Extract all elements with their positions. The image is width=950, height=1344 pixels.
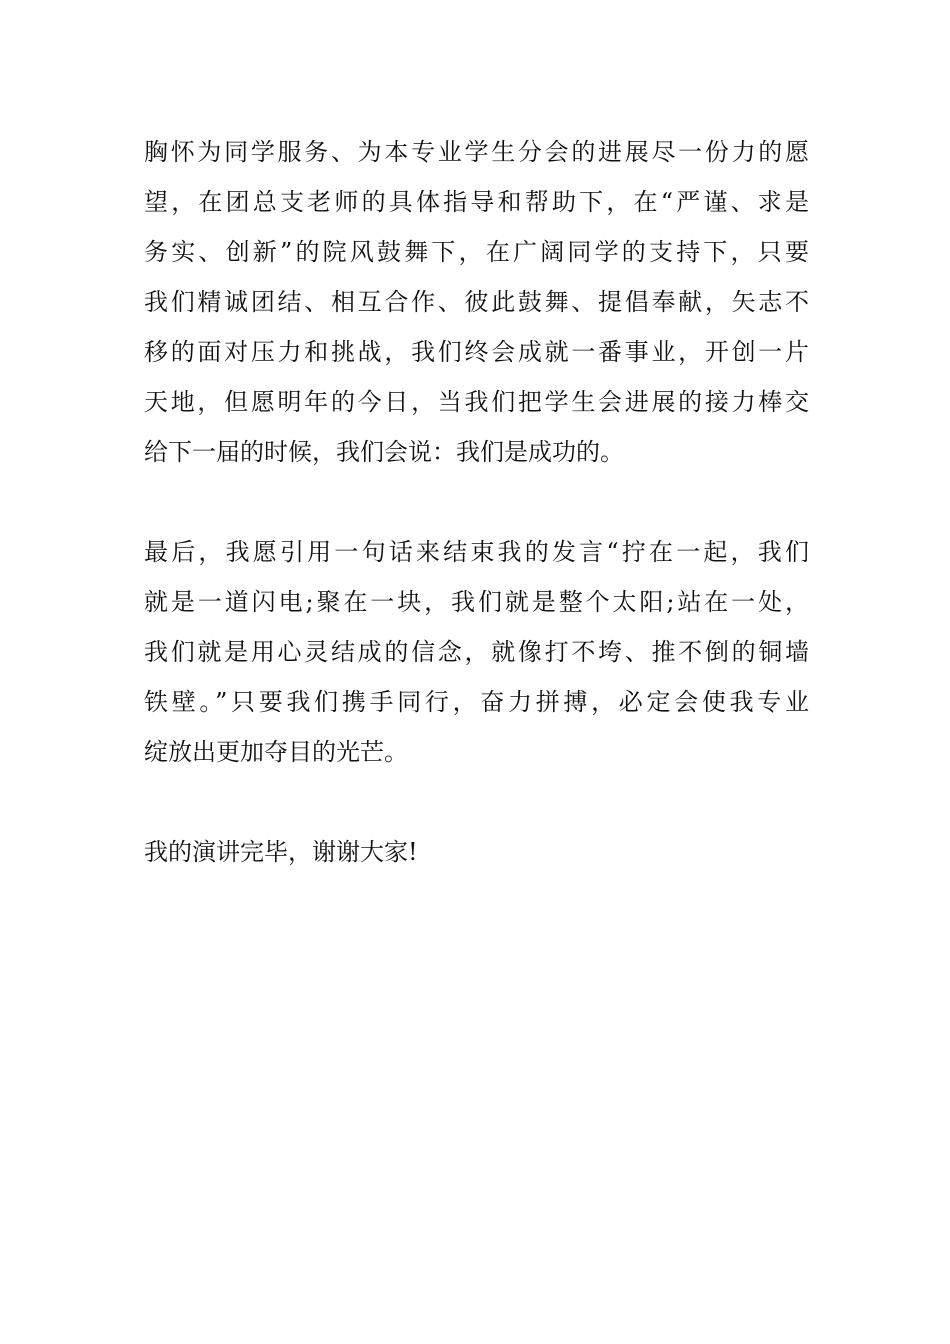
text-line: 我的演讲完毕，谢谢大家!	[144, 838, 418, 866]
paragraph-1	[144, 127, 809, 477]
text-line: 给下一届的时候，我们会说：我们是成功的。	[144, 438, 624, 466]
text-line: 务实、创新”的院风鼓舞下，在广阔同学的支持下，只要	[144, 238, 809, 266]
text-line: 移的面对压力和挑战，我们终会成就一番事业，开创一片	[144, 338, 809, 366]
text-line: 胸怀为同学服务、为本专业学生分会的进展尽一份力的愿	[144, 138, 809, 166]
text-line: 望，在团总支老师的具体指导和帮助下，在“严谨、求是	[144, 188, 809, 216]
paragraph-3	[144, 827, 809, 877]
text-line: 绽放出更加夺目的光芒。	[144, 738, 408, 766]
paragraph-spacing	[144, 477, 809, 527]
text-line: 就是一道闪电;聚在一块，我们就是整个太阳;站在一处，	[144, 588, 809, 616]
text-line: 最后，我愿引用一句话来结束我的发言“拧在一起，我们	[144, 538, 809, 566]
text-line: 铁壁。”只要我们携手同行，奋力拼搏，必定会使我专业	[144, 688, 809, 716]
paragraph-spacing	[144, 777, 809, 827]
text-line: 天地，但愿明年的今日，当我们把学生会进展的接力棒交	[144, 388, 809, 416]
text-line: 我们就是用心灵结成的信念，就像打不垮、推不倒的铜墙	[144, 638, 809, 666]
document-body	[144, 127, 809, 877]
text-line: 我们精诚团结、相互合作、彼此鼓舞、提倡奉献，矢志不	[144, 288, 809, 316]
paragraph-2	[144, 527, 809, 777]
